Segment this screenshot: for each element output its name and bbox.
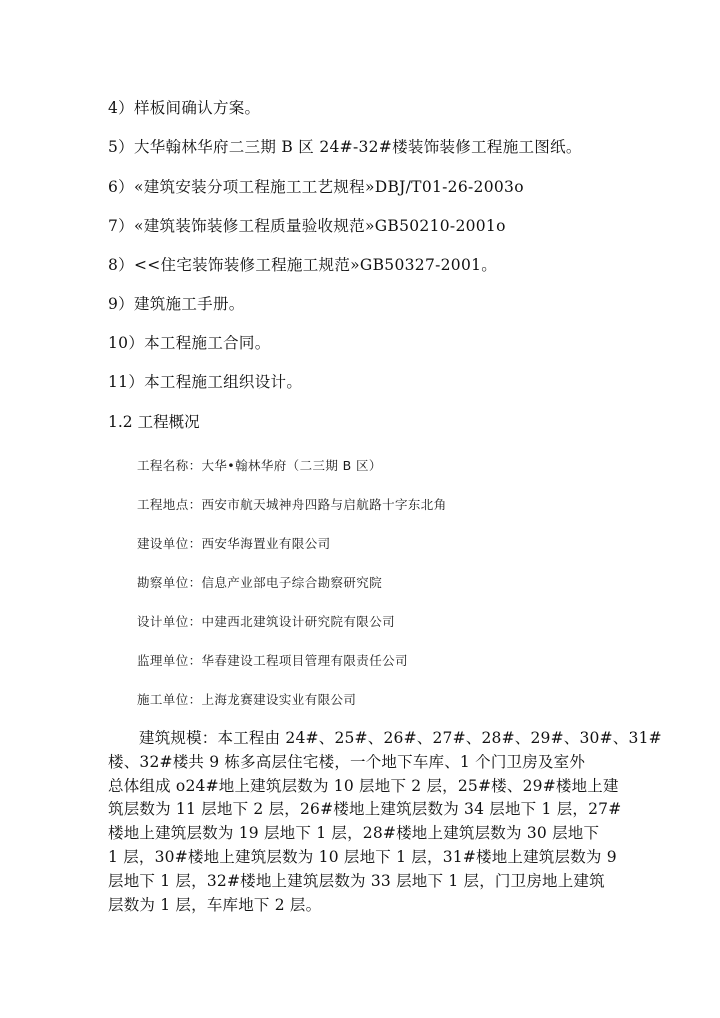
scale-line: 层数为 1 层，车库地下 2 层。 (108, 895, 322, 914)
scale-line: 楼地上建筑层数为 19 层地下 1 层，28#楼地上建筑层数为 30 层地下 (108, 824, 600, 843)
info-supervision-unit: 监理单位：华春建设工程项目管理有限责任公司 (137, 653, 408, 668)
info-design-unit: 设计单位：中建西北建筑设计研究院有限公司 (137, 614, 396, 629)
scale-line: 1 层，30#楼地上建筑层数为 10 层地下 1 层，31#楼地上建筑层数为 9 (108, 847, 617, 866)
scale-line: 筑层数为 11 层地下 2 层，26#楼地上建筑层数为 34 层地下 1 层，27# (108, 800, 622, 819)
building-scale-paragraph (108, 727, 662, 917)
scale-line: 总体组成 o24#地上建筑层数为 10 层地下 2 层，25#楼、29#楼地上建 (108, 776, 619, 795)
reference-item-7: 7）«建筑装饰装修工程质量验收规范»GB50210-2001o (108, 217, 506, 235)
reference-item-11: 11）本工程施工组织设计。 (108, 373, 303, 391)
info-project-name: 工程名称：大华•翰林华府（二三期 B 区） (137, 458, 382, 473)
info-construction-unit: 施工单位：上海龙赛建设实业有限公司 (137, 692, 357, 707)
reference-item-4: 4）样板间确认方案。 (108, 99, 261, 117)
scale-line: 建筑规模：本工程由 24#、25#、26#、27#、28#、29#、30#、31# (139, 729, 662, 747)
reference-item-5: 5）大华翰林华府二三期 B 区 24#-32#楼装饰装修工程施工图纸。 (108, 138, 582, 156)
reference-item-6: 6）«建筑安装分项工程施工工艺规程»DBJ/T01-26-2003o (108, 178, 524, 196)
info-survey-unit: 勘察单位：信息产业部电子综合勘察研究院 (137, 575, 383, 590)
scale-line: 楼、32#楼共 9 栋多高层住宅楼，一个地下车库、1 个门卫房及室外 (108, 752, 586, 771)
section-heading: 1.2 工程概况 (108, 413, 200, 431)
info-owner: 建设单位：西安华海置业有限公司 (137, 536, 331, 551)
reference-item-8: 8）<<住宅装饰装修工程施工规范»GB50327-2001。 (108, 256, 498, 274)
info-project-location: 工程地点：西安市航天城神舟四路与启航路十字东北角 (137, 497, 447, 512)
reference-item-9: 9）建筑施工手册。 (108, 295, 245, 313)
reference-item-10: 10）本工程施工合同。 (108, 334, 271, 352)
scale-line: 层地下 1 层，32#楼地上建筑层数为 33 层地下 1 层，门卫房地上建筑 (108, 871, 605, 890)
